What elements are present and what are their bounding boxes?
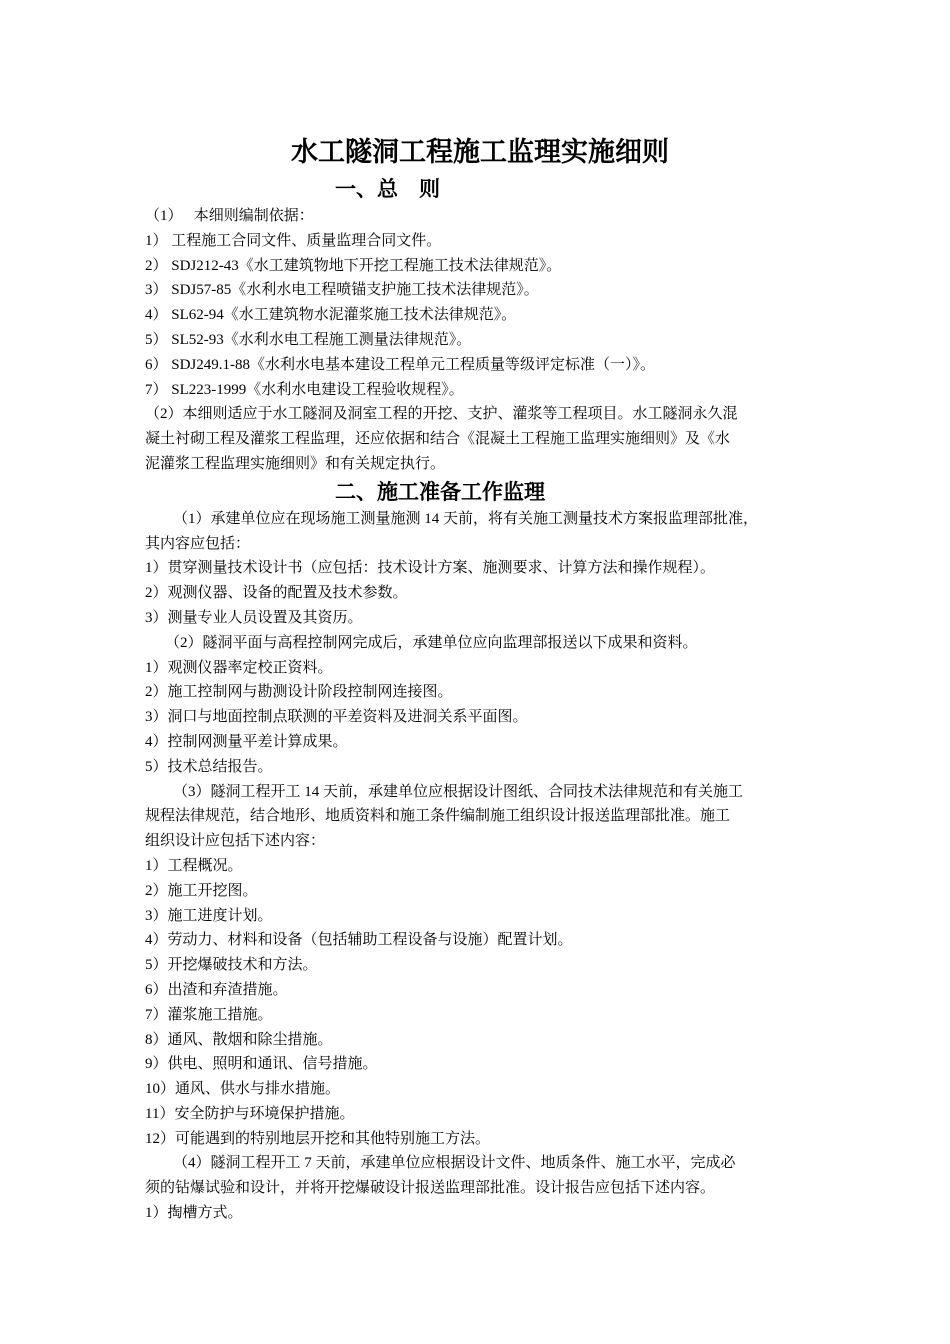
list-item: 4） SL62-94《水工建筑物水泥灌浆施工技术法律规范》。 — [145, 307, 517, 324]
document-title: 水工隧洞工程施工监理实施细则 — [291, 137, 669, 167]
list-item: 2）施工控制网与勘测设计阶段控制网连接图。 — [145, 684, 453, 701]
paragraph-line: 泥灌浆工程监理实施细则》和有关规定执行。 — [145, 455, 446, 472]
paragraph-line: （4）隧洞工程开工 7 天前，承建单位应根据设计文件、地质条件、施工水平，完成必 — [173, 1155, 736, 1172]
list-item: 3）测量专业人员设置及其资历。 — [145, 609, 363, 626]
section-heading-preparation: 二、施工准备工作监理 — [335, 479, 545, 504]
paragraph-line: 其内容应包括： — [145, 535, 251, 552]
list-item: 8）通风、散烟和除尘措施。 — [145, 1031, 333, 1048]
list-item: 3） SDJ57-85《水利水电工程喷锚支护施工技术法律规范》。 — [145, 282, 539, 299]
list-item: 1）掏槽方式。 — [145, 1205, 243, 1222]
paragraph-line: （1）承建单位应在现场施工测量施测 14 天前，将有关施工测量技术方案报监理部批准， — [173, 510, 759, 527]
list-item: 1）贯穿测量技术设计书（应包括：技术设计方案、施测要求、计算方法和操作规程）。 — [145, 560, 716, 577]
list-item: 11）安全防护与环境保护措施。 — [145, 1105, 355, 1122]
document-body — [145, 130, 825, 1226]
paragraph-line: （2）本细则适应于水工隧洞及洞室工程的开挖、支护、灌浆等工程项目。水工隧洞永久混 — [145, 406, 738, 423]
list-item: 1）工程概况。 — [145, 857, 243, 874]
list-item: 1） 工程施工合同文件、质量监理合同文件。 — [145, 232, 442, 249]
list-item: 2） SDJ212-43《水工建筑物地下开挖工程施工技术法律规范》。 — [145, 257, 562, 274]
paragraph-line: 组织设计应包括下述内容： — [145, 833, 326, 850]
list-item: 5） SL52-93《水利水电工程施工测量法律规范》。 — [145, 331, 472, 348]
list-item: 5）开挖爆破技术和方法。 — [145, 957, 318, 974]
paragraph-line: 凝土衬砌工程及灌浆工程监理，还应依据和结合《混凝土工程施工监理实施细则》及《水 — [145, 431, 731, 448]
paragraph-line: （3）隧洞工程开工 14 天前，承建单位应根据设计图纸、合同技术法律规范和有关施工 — [173, 783, 744, 800]
list-item: 7） SL223-1999《水利水电建设工程验收规程》。 — [145, 381, 464, 398]
list-item: 9）供电、照明和通讯、信号措施。 — [145, 1056, 378, 1073]
paragraph-line: （2）隧洞平面与高程控制网完成后，承建单位应向监理部报送以下成果和资料。 — [165, 634, 698, 651]
list-item: 6） SDJ249.1-88《水利水电基本建设工程单元工程质量等级评定标准（一）》。 — [145, 356, 656, 373]
section-heading-general: 一、总 则 — [335, 177, 440, 201]
list-item: 2）施工开挖图。 — [145, 882, 258, 899]
list-item: 6）出渣和弃渣措施。 — [145, 981, 288, 998]
list-item: 2）观测仪器、设备的配置及技术参数。 — [145, 585, 408, 602]
list-item: 7）灌浆施工措施。 — [145, 1006, 273, 1023]
list-item: 3）洞口与地面控制点联测的平差资料及进洞关系平面图。 — [145, 709, 528, 726]
list-item: 3）施工进度计划。 — [145, 907, 273, 924]
list-item: 1）观测仪器率定校正资料。 — [145, 659, 333, 676]
paragraph-basis-intro: （1） 本细则编制依据： — [145, 208, 314, 224]
list-item: 5）技术总结报告。 — [145, 758, 273, 775]
paragraph-line: 规程法律规范，结合地形、地质资料和施工条件编制施工组织设计报送监理部批准。施工 — [145, 808, 731, 825]
list-item: 10）通风、供水与排水措施。 — [145, 1081, 341, 1098]
list-item: 4）控制网测量平差计算成果。 — [145, 733, 348, 750]
paragraph-line: 须的钻爆试验和设计，并将开挖爆破设计报送监理部批准。设计报告应包括下述内容。 — [145, 1180, 716, 1197]
list-item: 12）可能遇到的特别地层开挖和其他特别施工方法。 — [145, 1130, 491, 1147]
list-item: 4）劳动力、材料和设备（包括辅助工程设备与设施）配置计划。 — [145, 932, 573, 949]
